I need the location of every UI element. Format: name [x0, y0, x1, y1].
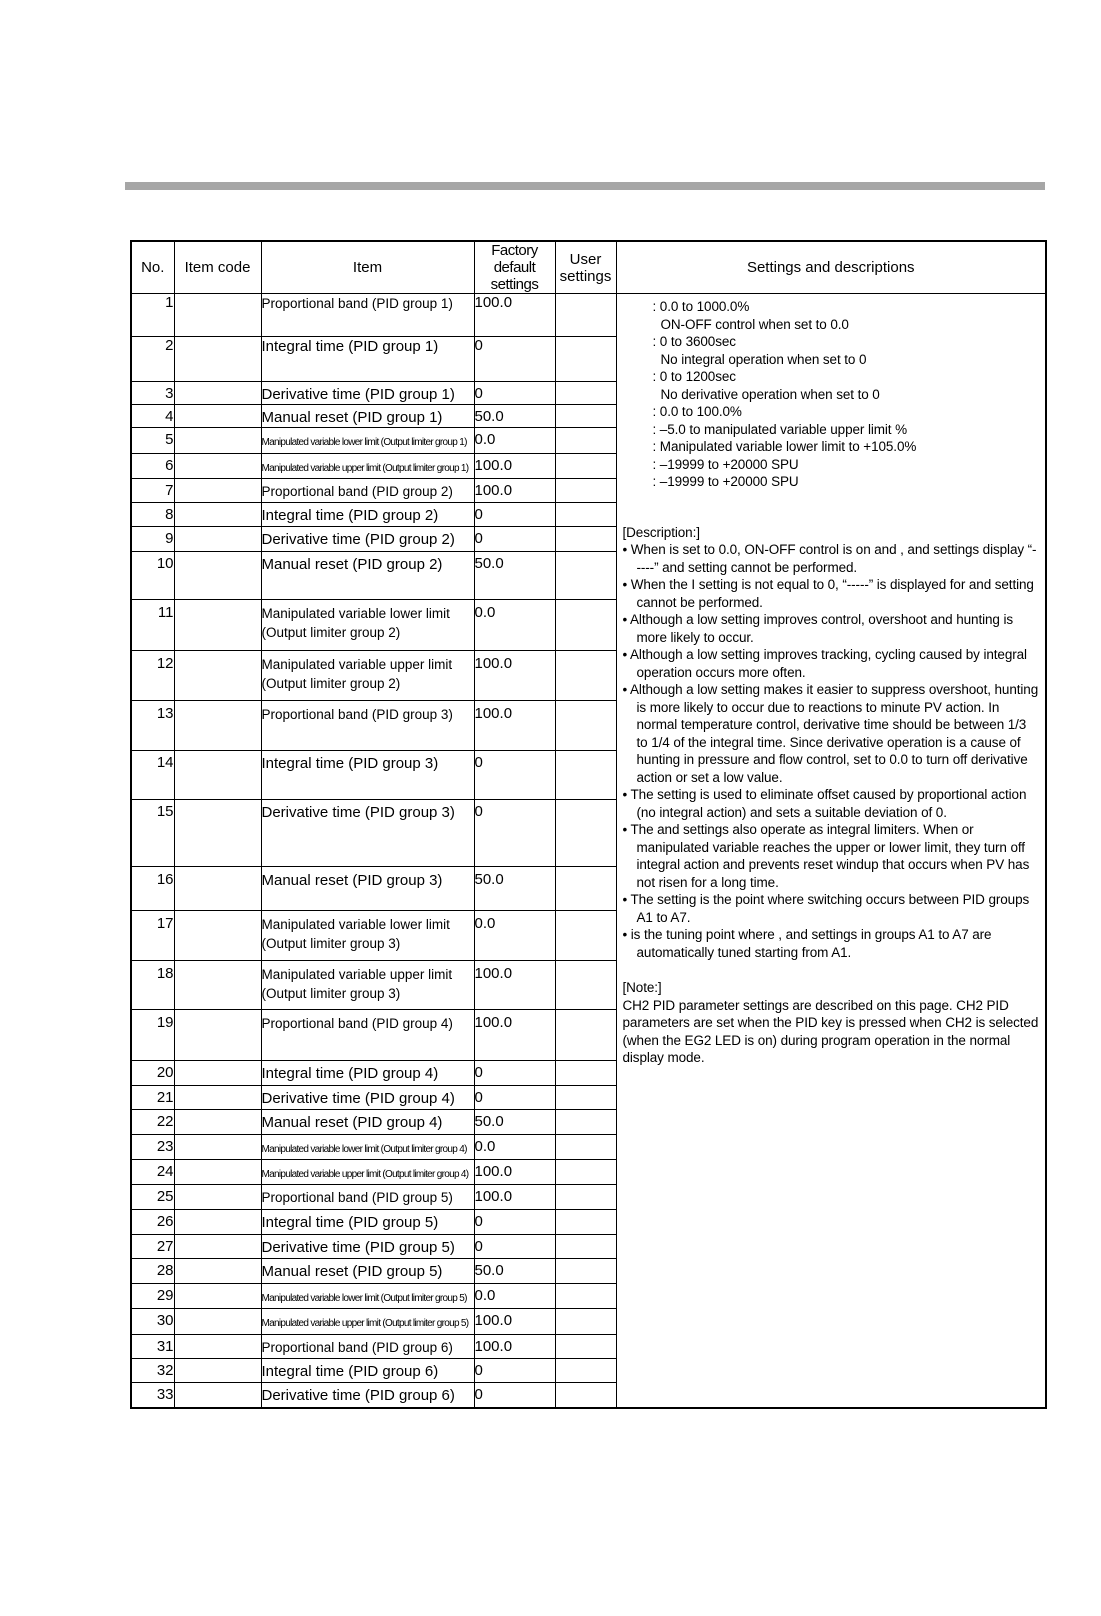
- range-text: : 0 to 1200sec: [652, 369, 736, 384]
- col-header-user-settings: [555, 241, 616, 294]
- factory-default-value: 0.0: [474, 1134, 555, 1159]
- item-name: Derivative time (PID group 4): [261, 1086, 474, 1110]
- parameter-table: [130, 240, 1047, 1409]
- range-text: : –19999 to +20000 SPU: [652, 456, 799, 472]
- row-no: 10: [131, 551, 174, 600]
- factory-default-value: 100.0: [474, 701, 555, 751]
- item-name: Manual reset (PID group 3): [261, 866, 474, 910]
- factory-default-value: 100.0: [474, 1309, 555, 1334]
- item-code-cell: [174, 600, 261, 651]
- item-code-cell: [174, 1258, 261, 1283]
- item-name: Integral time (PID group 2): [261, 503, 474, 527]
- user-setting-cell[interactable]: [555, 1210, 616, 1234]
- description-bullet: • Although a low setting improves control, overshoot and hunting is more likely to occur.: [622, 612, 1014, 645]
- row-no: 15: [131, 800, 174, 867]
- user-setting-cell[interactable]: [555, 866, 616, 910]
- factory-default-value: 100.0: [474, 1159, 555, 1184]
- item-code-cell: [174, 453, 261, 478]
- row-no: 29: [131, 1284, 174, 1309]
- item-code-cell: [174, 1185, 261, 1210]
- factory-default-value: 0: [474, 1086, 555, 1110]
- user-setting-cell[interactable]: [555, 1234, 616, 1258]
- factory-default-value: 0: [474, 1358, 555, 1382]
- row-no: 14: [131, 750, 174, 800]
- item-code-cell: [174, 1284, 261, 1309]
- factory-default-value: 0: [474, 381, 555, 404]
- factory-default-value: 0: [474, 1060, 555, 1085]
- item-name: Derivative time (PID group 6): [261, 1383, 474, 1408]
- range-text: : 0 to 3600sec: [652, 334, 736, 349]
- row-no: 13: [131, 701, 174, 751]
- row-no: 17: [131, 911, 174, 961]
- col-header-item-code: Item code: [174, 241, 261, 294]
- user-setting-cell[interactable]: [555, 337, 616, 381]
- user-setting-cell[interactable]: [555, 701, 616, 751]
- row-no: 25: [131, 1185, 174, 1210]
- item-name-line: Manipulated variable lower limit: [261, 917, 450, 933]
- user-setting-cell[interactable]: [555, 1258, 616, 1283]
- user-setting-cell[interactable]: [555, 428, 616, 453]
- range-text: ON-OFF control when set to 0.0: [660, 316, 849, 332]
- factory-default-value: 100.0: [474, 1010, 555, 1061]
- table-row: [131, 294, 1046, 337]
- factory-header-line2: settings: [490, 276, 539, 293]
- description-bullet: • The and settings also operate as integral limiters. When or manipulated variable reaches the upper or lower limit, they turn off integral action and prevents reset windup that occurs when PV has not risen for a long time.: [622, 822, 1030, 890]
- description-bullet: • When the I setting is not equal to 0, “-----” is displayed for and setting cannot be performed.: [622, 577, 1034, 610]
- row-no: 1: [131, 294, 174, 337]
- description-heading: [Description:]: [622, 524, 700, 540]
- item-name: Proportional band (PID group 6): [261, 1334, 474, 1358]
- item-name: Manual reset (PID group 4): [261, 1110, 474, 1134]
- item-name-line: Manipulated variable upper limit: [261, 966, 453, 982]
- item-code-cell: [174, 701, 261, 751]
- user-header-line2: settings: [559, 267, 612, 285]
- factory-default-value: 50.0: [474, 551, 555, 600]
- item-code-cell: [174, 1110, 261, 1134]
- user-setting-cell[interactable]: [555, 551, 616, 600]
- item-name: Manipulated variable upper limit (Output limiter group 1): [261, 453, 474, 478]
- item-name: [261, 600, 474, 651]
- user-setting-cell[interactable]: [555, 1284, 616, 1309]
- description-bullet: • The setting is used to eliminate offset caused by proportional action (no integral action) and sets a suitable deviation of 0.: [622, 787, 1027, 820]
- user-setting-cell[interactable]: [555, 1159, 616, 1184]
- range-text: : 0.0 to 1000.0%: [652, 299, 750, 314]
- item-code-cell: [174, 405, 261, 428]
- row-no: 22: [131, 1110, 174, 1134]
- factory-default-value: 0: [474, 527, 555, 551]
- row-no: 19: [131, 1010, 174, 1061]
- item-code-cell: [174, 1086, 261, 1110]
- header-rule: [125, 182, 1045, 190]
- row-no: 30: [131, 1309, 174, 1334]
- note-heading: [Note:]: [622, 980, 662, 995]
- row-no: 12: [131, 650, 174, 701]
- factory-default-value: 50.0: [474, 1110, 555, 1134]
- item-name: Manual reset (PID group 5): [261, 1258, 474, 1283]
- factory-header-line1: Factory default: [491, 242, 538, 276]
- col-header-item: Item: [261, 241, 474, 294]
- item-name: Manual reset (PID group 2): [261, 551, 474, 600]
- row-no: 20: [131, 1060, 174, 1085]
- factory-default-value: 100.0: [474, 650, 555, 701]
- item-code-cell: [174, 1134, 261, 1159]
- description-bullet: • The setting is the point where switching occurs between PID groups A1 to A7.: [622, 892, 1030, 925]
- item-name: Manual reset (PID group 1): [261, 405, 474, 428]
- factory-default-value: 0: [474, 800, 555, 867]
- item-name: [261, 911, 474, 961]
- description-bullet: • When is set to 0.0, ON-OFF control is on and , and settings display “-----” and setting cannot be performed.: [622, 542, 1037, 575]
- factory-default-value: 0.0: [474, 428, 555, 453]
- item-name: Integral time (PID group 4): [261, 1060, 474, 1085]
- user-setting-cell[interactable]: [555, 960, 616, 1010]
- item-code-cell: [174, 1010, 261, 1061]
- row-no: 4: [131, 405, 174, 428]
- item-code-cell: [174, 1383, 261, 1408]
- factory-default-value: 50.0: [474, 1258, 555, 1283]
- user-setting-cell[interactable]: [555, 800, 616, 867]
- item-name: Proportional band (PID group 2): [261, 478, 474, 502]
- row-no: 2: [131, 337, 174, 381]
- row-no: 28: [131, 1258, 174, 1283]
- factory-default-value: 0: [474, 337, 555, 381]
- row-no: 33: [131, 1383, 174, 1408]
- row-no: 32: [131, 1358, 174, 1382]
- row-no: 9: [131, 527, 174, 551]
- row-no: 27: [131, 1234, 174, 1258]
- item-name: Integral time (PID group 3): [261, 750, 474, 800]
- item-code-cell: [174, 1358, 261, 1382]
- row-no: 31: [131, 1334, 174, 1358]
- item-name: Proportional band (PID group 3): [261, 701, 474, 751]
- item-name-line: Manipulated variable upper limit: [261, 656, 453, 672]
- item-name: Manipulated variable lower limit (Output limiter group 5): [261, 1284, 474, 1309]
- range-text: No integral operation when set to 0: [660, 351, 867, 367]
- row-no: 11: [131, 600, 174, 651]
- row-no: 7: [131, 478, 174, 502]
- range-text: : Manipulated variable lower limit to +105.0%: [652, 439, 917, 454]
- settings-descriptions: [616, 294, 1046, 1409]
- user-header-line1: User: [569, 250, 602, 268]
- item-code-cell: [174, 381, 261, 404]
- user-setting-cell[interactable]: [555, 1358, 616, 1382]
- user-setting-cell[interactable]: [555, 1185, 616, 1210]
- user-setting-cell[interactable]: [555, 1309, 616, 1334]
- factory-default-value: 0: [474, 750, 555, 800]
- user-setting-cell[interactable]: [555, 1383, 616, 1408]
- item-code-cell: [174, 650, 261, 701]
- item-code-cell: [174, 478, 261, 502]
- factory-default-value: 0: [474, 1234, 555, 1258]
- factory-default-value: 100.0: [474, 960, 555, 1010]
- range-text: No derivative operation when set to 0: [660, 386, 880, 402]
- item-code-cell: [174, 428, 261, 453]
- factory-default-value: 0.0: [474, 911, 555, 961]
- item-name: Derivative time (PID group 5): [261, 1234, 474, 1258]
- range-text: : –5.0 to manipulated variable upper limit %: [652, 421, 907, 437]
- item-name-line: (Output limiter group 3): [261, 936, 401, 952]
- description-bullet: • Although a low setting improves tracking, cycling caused by integral operation occurs more often.: [622, 647, 1027, 680]
- note-text: CH2 PID parameter settings are described on this page. CH2 PID parameters are set when the PID key is pressed when CH2 is selected (when the EG2 LED is on) during program operation in the normal display mode.: [622, 997, 1039, 1065]
- factory-default-value: 100.0: [474, 453, 555, 478]
- user-setting-cell[interactable]: [555, 650, 616, 701]
- factory-default-value: 100.0: [474, 1185, 555, 1210]
- item-name-line: (Output limiter group 3): [261, 985, 401, 1001]
- row-no: 24: [131, 1159, 174, 1184]
- item-name: Manipulated variable lower limit (Output limiter group 1): [261, 428, 474, 453]
- range-text: : –19999 to +20000 SPU: [652, 474, 799, 489]
- item-code-cell: [174, 1210, 261, 1234]
- factory-default-value: 0.0: [474, 1284, 555, 1309]
- item-name: Proportional band (PID group 4): [261, 1010, 474, 1061]
- user-setting-cell[interactable]: [555, 1134, 616, 1159]
- factory-default-value: 100.0: [474, 1334, 555, 1358]
- user-setting-cell[interactable]: [555, 1060, 616, 1085]
- row-no: 21: [131, 1086, 174, 1110]
- row-no: 23: [131, 1134, 174, 1159]
- item-code-cell: [174, 866, 261, 910]
- factory-default-value: 0: [474, 1210, 555, 1234]
- user-setting-cell[interactable]: [555, 478, 616, 502]
- user-setting-cell[interactable]: [555, 405, 616, 428]
- item-code-cell: [174, 1334, 261, 1358]
- item-name: [261, 960, 474, 1010]
- range-text: : 0.0 to 100.0%: [652, 404, 742, 419]
- user-setting-cell[interactable]: [555, 911, 616, 961]
- item-name-line: Manipulated variable lower limit: [261, 606, 450, 622]
- item-code-cell: [174, 551, 261, 600]
- user-setting-cell[interactable]: [555, 527, 616, 551]
- col-header-settings: Settings and descriptions: [616, 241, 1046, 294]
- factory-default-value: 0.0: [474, 600, 555, 651]
- user-setting-cell[interactable]: [555, 600, 616, 651]
- item-code-cell: [174, 1234, 261, 1258]
- factory-default-value: 50.0: [474, 405, 555, 428]
- item-name: Derivative time (PID group 3): [261, 800, 474, 867]
- item-code-cell: [174, 1159, 261, 1184]
- description-bullet: • is the tuning point where , and settings in groups A1 to A7 are automatically tuned starting from A1.: [622, 927, 992, 960]
- item-name: Integral time (PID group 1): [261, 337, 474, 381]
- user-setting-cell[interactable]: [555, 381, 616, 404]
- row-no: 6: [131, 453, 174, 478]
- factory-default-value: 100.0: [474, 478, 555, 502]
- header-row: [131, 241, 1046, 294]
- item-code-cell: [174, 337, 261, 381]
- item-name-line: (Output limiter group 2): [261, 625, 401, 641]
- item-code-cell: [174, 960, 261, 1010]
- item-name: Derivative time (PID group 2): [261, 527, 474, 551]
- item-code-cell: [174, 1060, 261, 1085]
- item-name: Integral time (PID group 6): [261, 1358, 474, 1382]
- user-setting-cell[interactable]: [555, 1110, 616, 1134]
- user-setting-cell[interactable]: [555, 1334, 616, 1358]
- user-setting-cell[interactable]: [555, 294, 616, 337]
- col-header-factory-default: [474, 241, 555, 294]
- item-code-cell: [174, 527, 261, 551]
- description-bullet: • Although a low setting makes it easier to suppress overshoot, hunting is more likely to occur due to reactions to minute PV action. In normal temperature control, derivative time should be between 1/3 to 1/4 of the integral time. Since derivative operation is a cause of hunting in pressure and flow control, set to 0.0 to turn off derivative action or set a low value.: [622, 682, 1039, 785]
- item-code-cell: [174, 294, 261, 337]
- item-name: Manipulated variable lower limit (Output limiter group 4): [261, 1134, 474, 1159]
- item-name: Derivative time (PID group 1): [261, 381, 474, 404]
- item-name: Manipulated variable upper limit (Output limiter group 4): [261, 1159, 474, 1184]
- col-header-no: No.: [131, 241, 174, 294]
- user-setting-cell[interactable]: [555, 503, 616, 527]
- item-name: [261, 650, 474, 701]
- item-code-cell: [174, 911, 261, 961]
- row-no: 3: [131, 381, 174, 404]
- factory-default-value: 0: [474, 503, 555, 527]
- user-setting-cell[interactable]: [555, 1086, 616, 1110]
- row-no: 18: [131, 960, 174, 1010]
- user-setting-cell[interactable]: [555, 453, 616, 478]
- item-name: Proportional band (PID group 5): [261, 1185, 474, 1210]
- item-code-cell: [174, 750, 261, 800]
- row-no: 8: [131, 503, 174, 527]
- row-no: 26: [131, 1210, 174, 1234]
- user-setting-cell[interactable]: [555, 750, 616, 800]
- factory-default-value: 0: [474, 1383, 555, 1408]
- item-name: Manipulated variable upper limit (Output limiter group 5): [261, 1309, 474, 1334]
- item-code-cell: [174, 1309, 261, 1334]
- row-no: 5: [131, 428, 174, 453]
- user-setting-cell[interactable]: [555, 1010, 616, 1061]
- item-code-cell: [174, 503, 261, 527]
- row-no: 16: [131, 866, 174, 910]
- item-name-line: (Output limiter group 2): [261, 675, 401, 691]
- item-code-cell: [174, 800, 261, 867]
- item-name: Integral time (PID group 5): [261, 1210, 474, 1234]
- factory-default-value: 50.0: [474, 866, 555, 910]
- item-name: Proportional band (PID group 1): [261, 294, 474, 337]
- factory-default-value: 100.0: [474, 294, 555, 337]
